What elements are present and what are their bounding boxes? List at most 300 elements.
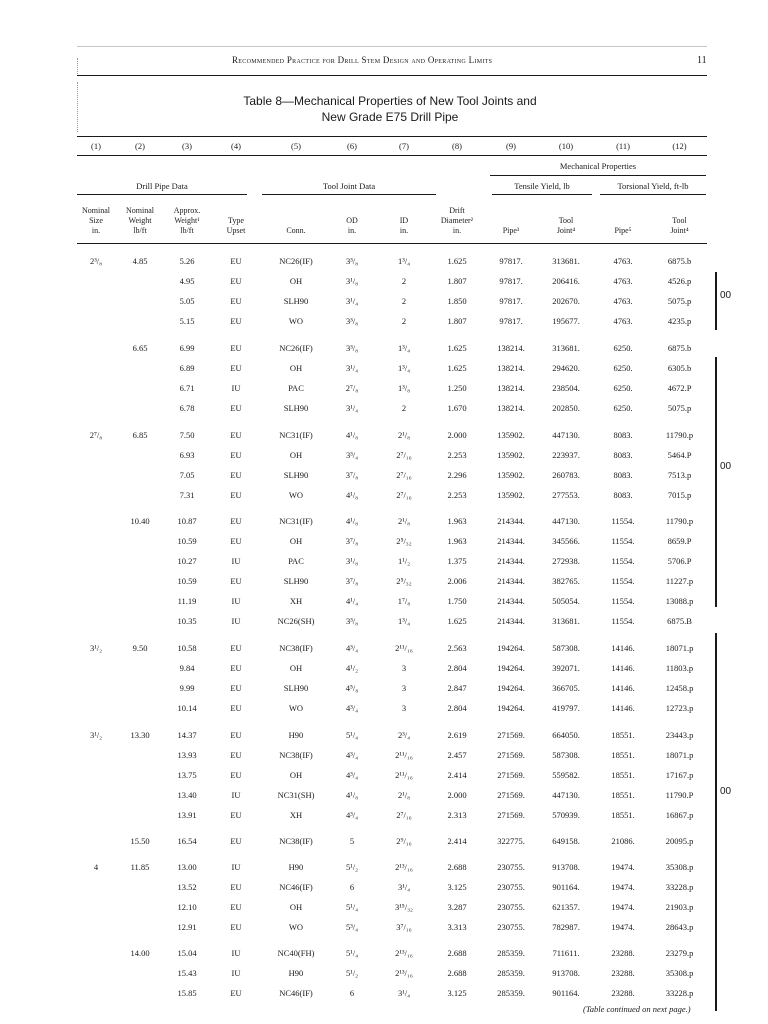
cell-drift-diameter: 2.253 (447, 450, 467, 460)
cell-nominal-weight: 10.40 (130, 516, 150, 526)
cell-approx-weight: 13.40 (177, 790, 197, 800)
cell-torsional-pipe: 11554. (611, 576, 635, 586)
cell-tensile-pipe: 214344. (497, 596, 525, 606)
cell-type-upset: EU (230, 450, 242, 460)
cell-conn: WO (288, 922, 304, 932)
cell-tensile-tool-joint: 901164. (552, 882, 580, 892)
cell-torsional-tool-joint: 8659.P (667, 536, 692, 546)
cell-conn: PAC (288, 383, 304, 393)
cell-od: 4¹/₈ (345, 516, 359, 526)
cell-tensile-pipe: 194264. (497, 643, 525, 653)
cell-torsional-tool-joint: 33228.p (665, 988, 694, 998)
column-number-3: (3) (182, 141, 192, 151)
cell-tensile-tool-joint: 382765. (552, 576, 580, 586)
cell-drift-diameter: 2.619 (447, 730, 467, 740)
cell-conn: NC46(IF) (279, 882, 313, 892)
cell-drift-diameter: 1.807 (447, 276, 467, 286)
cell-conn: OH (289, 363, 303, 373)
cell-tensile-pipe: 214344. (497, 576, 525, 586)
cell-type-upset: EU (230, 922, 242, 932)
cell-torsional-tool-joint: 5075.p (667, 403, 692, 413)
cell-tensile-tool-joint: 913708. (552, 862, 580, 872)
cell-nominal-weight: 4.85 (132, 256, 148, 266)
cell-nominal-weight: 11.85 (130, 862, 150, 872)
column-header-line: in. (91, 226, 101, 235)
cell-nominal-size: 3¹/₂ (89, 730, 103, 740)
cell-id: 2¹¹/₁₆ (395, 750, 413, 760)
cell-torsional-tool-joint: 4672.P (667, 383, 692, 393)
column-number-1: (1) (91, 141, 101, 151)
cell-od: 5¹/₂ (345, 862, 359, 872)
cell-approx-weight: 15.04 (177, 948, 197, 958)
column-number-8: (8) (452, 141, 462, 151)
cell-id: 2 (401, 403, 407, 413)
cell-tensile-pipe: 135902. (497, 430, 525, 440)
column-header-line: Pipe⁵ (614, 226, 632, 235)
cell-tensile-pipe: 138214. (497, 363, 525, 373)
cell-torsional-tool-joint: 5075.p (667, 296, 692, 306)
cell-id: 2⁹/₁₆ (396, 836, 412, 846)
cell-od: 4¹/₈ (345, 430, 359, 440)
cell-drift-diameter: 2.000 (447, 430, 467, 440)
cell-type-upset: EU (230, 316, 242, 326)
cell-tensile-pipe: 97817. (499, 296, 523, 306)
cell-drift-diameter: 3.125 (447, 882, 467, 892)
cell-torsional-pipe: 23288. (611, 968, 635, 978)
cell-torsional-tool-joint: 21903.p (665, 902, 694, 912)
cell-tensile-pipe: 135902. (497, 490, 525, 500)
cell-torsional-pipe: 14146. (611, 683, 635, 693)
cell-conn: XH (289, 596, 303, 606)
cell-id: 3¹⁵/₃₂ (394, 902, 414, 912)
cell-approx-weight: 6.78 (179, 403, 195, 413)
cell-drift-diameter: 2.457 (447, 750, 467, 760)
cell-approx-weight: 5.05 (179, 296, 195, 306)
cell-tensile-tool-joint: 313681. (552, 343, 580, 353)
cell-tensile-pipe: 194264. (497, 703, 525, 713)
group-tool-joint-data: Tool Joint Data (322, 181, 376, 191)
cell-type-upset: EU (230, 882, 242, 892)
cell-type-upset: EU (230, 836, 242, 846)
cell-tensile-pipe: 285359. (497, 948, 525, 958)
cell-torsional-tool-joint: 17167.p (665, 770, 694, 780)
cell-torsional-pipe: 8083. (613, 450, 633, 460)
cell-drift-diameter: 2.000 (447, 790, 467, 800)
cell-id: 2⁷/₁₆ (396, 450, 412, 460)
cell-type-upset: EU (230, 343, 242, 353)
cell-id: 3¹/₄ (397, 882, 411, 892)
cell-id: 1⁷/₈ (397, 596, 411, 606)
cell-torsional-tool-joint: 7015.p (667, 490, 692, 500)
column-header-line: lb/ft (133, 226, 147, 235)
cell-torsional-tool-joint: 35308.p (665, 968, 694, 978)
cell-tensile-tool-joint: 202850. (552, 403, 580, 413)
cell-approx-weight: 7.50 (179, 430, 195, 440)
cell-od: 5³/₄ (345, 922, 359, 932)
table-caption-line1: Table 8—Mechanical Properties of New Tool Joints and (243, 94, 537, 108)
cell-torsional-tool-joint: 20095.p (665, 836, 694, 846)
cell-nominal-weight: 6.65 (132, 343, 148, 353)
group-mechanical-properties: Mechanical Properties (559, 161, 637, 171)
cell-drift-diameter: 1.625 (447, 256, 467, 266)
cell-drift-diameter: 1.250 (447, 383, 467, 393)
cell-conn: OH (289, 770, 303, 780)
cell-type-upset: IU (231, 862, 241, 872)
column-header-line: Weight¹ (174, 216, 200, 225)
column-header-line: Conn. (286, 226, 306, 235)
cell-id: 2¹¹/₁₆ (395, 770, 413, 780)
cell-drift-diameter: 1.375 (447, 556, 467, 566)
cell-id: 2⁷/₁₆ (396, 490, 412, 500)
cell-approx-weight: 10.87 (177, 516, 197, 526)
cell-conn: NC38(IF) (279, 643, 313, 653)
column-header-line: Type (228, 216, 244, 225)
cell-torsional-pipe: 19474. (611, 902, 635, 912)
underline-torsional-yield (600, 194, 706, 195)
cell-drift-diameter: 1.750 (447, 596, 467, 606)
cell-tensile-tool-joint: 447130. (552, 790, 580, 800)
cell-torsional-tool-joint: 23279.p (665, 948, 694, 958)
column-header-line: Drift (449, 206, 465, 215)
cell-tensile-pipe: 285359. (497, 988, 525, 998)
cell-torsional-tool-joint: 5706.P (667, 556, 692, 566)
cell-approx-weight: 13.52 (177, 882, 197, 892)
cell-torsional-tool-joint: 6305.b (667, 363, 692, 373)
cell-type-upset: IU (231, 616, 241, 626)
column-header-torsional-pipe (600, 226, 646, 236)
cell-drift-diameter: 1.807 (447, 316, 467, 326)
cell-id: 2⁵/₃₂ (396, 536, 412, 546)
column-header-line: Size (89, 216, 103, 225)
cell-torsional-pipe: 19474. (611, 862, 635, 872)
change-bar-label: 00 (720, 290, 732, 301)
cell-torsional-tool-joint: 6875.b (667, 343, 692, 353)
cell-conn: H90 (288, 862, 304, 872)
cell-approx-weight: 10.35 (177, 616, 197, 626)
cell-tensile-tool-joint: 260783. (552, 470, 580, 480)
cell-od: 3¹/₄ (345, 363, 359, 373)
cell-type-upset: EU (230, 576, 242, 586)
cell-type-upset: EU (230, 363, 242, 373)
cell-tensile-pipe: 97817. (499, 316, 523, 326)
cell-drift-diameter: 2.253 (447, 490, 467, 500)
cell-torsional-tool-joint: 12458.p (665, 683, 694, 693)
cell-torsional-pipe: 6250. (613, 363, 633, 373)
cell-torsional-tool-joint: 13088.p (665, 596, 694, 606)
cell-torsional-pipe: 8083. (613, 490, 633, 500)
cell-od: 3³/₈ (345, 256, 359, 266)
cell-id: 1³/₄ (397, 363, 411, 373)
cell-type-upset: IU (231, 790, 241, 800)
table-continued-note: (Table continued on next page.) (583, 1004, 691, 1014)
column-header-line: OD (346, 216, 358, 225)
cell-id: 2⁷/₁₆ (396, 470, 412, 480)
cell-drift-diameter: 2.804 (447, 703, 467, 713)
cell-od: 2⁷/₈ (345, 383, 359, 393)
cell-conn: NC46(IF) (279, 988, 313, 998)
cell-conn: NC38(IF) (279, 750, 313, 760)
cell-type-upset: EU (230, 750, 242, 760)
table-caption-line2: New Grade E75 Drill Pipe (321, 110, 459, 124)
cell-type-upset: EU (230, 730, 242, 740)
cell-type-upset: IU (231, 383, 241, 393)
cell-torsional-tool-joint: 28643.p (665, 922, 694, 932)
cell-torsional-pipe: 21086. (611, 836, 635, 846)
column-number-6: (6) (347, 141, 357, 151)
cell-type-upset: EU (230, 643, 242, 653)
cell-conn: SLH90 (283, 576, 309, 586)
cell-drift-diameter: 1.963 (447, 516, 467, 526)
cell-conn: NC31(IF) (279, 516, 313, 526)
cell-type-upset: EU (230, 516, 242, 526)
cell-type-upset: IU (231, 596, 241, 606)
column-header-line: in. (347, 226, 357, 235)
cell-tensile-tool-joint: 223937. (552, 450, 580, 460)
cell-torsional-tool-joint: 11790.P (665, 790, 694, 800)
cell-approx-weight: 4.95 (179, 276, 195, 286)
column-header-line: Pipe³ (502, 226, 520, 235)
column-header-type-upset (215, 216, 257, 236)
cell-tensile-pipe: 271569. (497, 750, 525, 760)
column-number-7: (7) (399, 141, 409, 151)
cell-approx-weight: 15.43 (177, 968, 197, 978)
cell-id: 1³/₄ (397, 256, 411, 266)
cell-od: 5¹/₄ (345, 948, 359, 958)
cell-type-upset: EU (230, 663, 242, 673)
column-header-line: Tool (558, 216, 574, 225)
cell-id: 1³/₄ (397, 616, 411, 626)
cell-approx-weight: 10.59 (177, 536, 197, 546)
cell-nominal-weight: 6.85 (132, 430, 148, 440)
cell-id: 2¹³/₁₆ (395, 948, 413, 958)
column-header-tensile-pipe (490, 226, 532, 236)
cell-tensile-tool-joint: 366705. (552, 683, 580, 693)
group-torsional-yield: Torsional Yield, ft-lb (617, 181, 689, 191)
cell-torsional-pipe: 18551. (611, 730, 635, 740)
cell-tensile-pipe: 194264. (497, 683, 525, 693)
cell-torsional-pipe: 11554. (611, 556, 635, 566)
cell-tensile-pipe: 230755. (497, 862, 525, 872)
cell-conn: NC26(SH) (277, 616, 315, 626)
cell-od: 3¹/₄ (345, 296, 359, 306)
cell-od: 4¹/₈ (345, 790, 359, 800)
column-header-line: Diameter² (440, 216, 474, 225)
cell-id: 3 (401, 703, 407, 713)
cell-conn: H90 (288, 730, 304, 740)
cell-torsional-tool-joint: 4235.p (667, 316, 692, 326)
cell-od: 6 (349, 882, 355, 892)
cell-torsional-pipe: 8083. (613, 430, 633, 440)
margin-marks (77, 58, 78, 74)
cell-torsional-pipe: 14146. (611, 703, 635, 713)
column-number-rule (77, 155, 707, 156)
cell-nominal-size: 4 (93, 862, 99, 872)
cell-conn: H90 (288, 968, 304, 978)
column-header-line: Tool (672, 216, 687, 225)
cell-tensile-tool-joint: 272938. (552, 556, 580, 566)
cell-conn: OH (289, 450, 303, 460)
cell-approx-weight: 6.93 (179, 450, 195, 460)
cell-tensile-pipe: 285359. (497, 968, 525, 978)
cell-nominal-weight: 15.50 (130, 836, 150, 846)
cell-torsional-pipe: 18551. (611, 810, 635, 820)
cell-id: 3 (401, 663, 407, 673)
cell-od: 5 (349, 836, 355, 846)
cell-torsional-tool-joint: 12723.p (665, 703, 694, 713)
cell-tensile-tool-joint: 559582. (552, 770, 580, 780)
cell-tensile-tool-joint: 587308. (552, 750, 580, 760)
cell-tensile-pipe: 214344. (497, 556, 525, 566)
cell-id: 1³/₄ (397, 343, 411, 353)
cell-conn: NC26(IF) (279, 343, 313, 353)
change-bar (715, 272, 717, 330)
cell-torsional-tool-joint: 6875.B (667, 616, 692, 626)
cell-tensile-tool-joint: 570939. (552, 810, 580, 820)
cell-type-upset: IU (231, 968, 241, 978)
cell-nominal-weight: 9.50 (132, 643, 148, 653)
cell-approx-weight: 15.85 (177, 988, 197, 998)
cell-approx-weight: 13.75 (177, 770, 197, 780)
cell-nominal-size: 2⁷/₈ (89, 430, 103, 440)
cell-type-upset: EU (230, 256, 242, 266)
page-number: 11 (697, 55, 707, 66)
cell-torsional-pipe: 11554. (611, 536, 635, 546)
column-number-4: (4) (231, 141, 241, 151)
cell-tensile-pipe: 135902. (497, 470, 525, 480)
cell-tensile-pipe: 138214. (497, 383, 525, 393)
cell-tensile-pipe: 271569. (497, 770, 525, 780)
column-header-line: Weight (128, 216, 152, 225)
column-number-11: (11) (616, 141, 630, 151)
cell-approx-weight: 13.91 (177, 810, 197, 820)
cell-tensile-tool-joint: 782987. (552, 922, 580, 932)
cell-approx-weight: 10.27 (177, 556, 197, 566)
cell-tensile-tool-joint: 505054. (552, 596, 580, 606)
cell-torsional-tool-joint: 35308.p (665, 862, 694, 872)
cell-approx-weight: 6.99 (179, 343, 195, 353)
cell-torsional-tool-joint: 18071.p (665, 750, 694, 760)
cell-tensile-tool-joint: 901164. (552, 988, 580, 998)
cell-id: 2 (401, 316, 407, 326)
cell-tensile-pipe: 194264. (497, 663, 525, 673)
cell-od: 3³/₄ (345, 450, 359, 460)
cell-conn: SLH90 (283, 296, 309, 306)
change-bar (715, 357, 717, 607)
cell-drift-diameter: 2.414 (447, 836, 467, 846)
column-number-5: (5) (291, 141, 301, 151)
cell-approx-weight: 10.58 (177, 643, 197, 653)
cell-nominal-weight: 14.00 (130, 948, 150, 958)
group-tensile-yield: Tensile Yield, lb (514, 181, 570, 191)
cell-torsional-tool-joint: 7513.p (667, 470, 692, 480)
change-bar-label: 00 (720, 461, 732, 472)
column-header-approx-weight (166, 206, 208, 236)
cell-drift-diameter: 2.804 (447, 663, 467, 673)
cell-torsional-tool-joint: 5464.P (667, 450, 692, 460)
underline-mechanical-properties (490, 175, 706, 176)
cell-drift-diameter: 2.006 (447, 576, 467, 586)
cell-torsional-pipe: 6250. (613, 343, 633, 353)
cell-type-upset: IU (231, 556, 241, 566)
cell-id: 2¹/₈ (397, 790, 411, 800)
cell-type-upset: IU (231, 948, 241, 958)
cell-approx-weight: 5.15 (179, 316, 195, 326)
cell-tensile-pipe: 214344. (497, 616, 525, 626)
cell-tensile-tool-joint: 649158. (552, 836, 580, 846)
cell-tensile-tool-joint: 206416. (552, 276, 580, 286)
cell-od: 3¹/₈ (345, 276, 359, 286)
cell-conn: OH (289, 902, 303, 912)
cell-od: 3³/₈ (345, 316, 359, 326)
cell-nominal-size: 3¹/₂ (89, 643, 103, 653)
cell-conn: WO (288, 316, 304, 326)
cell-torsional-pipe: 18551. (611, 770, 635, 780)
cell-torsional-pipe: 18551. (611, 790, 635, 800)
cell-drift-diameter: 1.625 (447, 363, 467, 373)
cell-torsional-tool-joint: 4526.p (667, 276, 692, 286)
cell-tensile-tool-joint: 277553. (552, 490, 580, 500)
cell-drift-diameter: 2.847 (447, 683, 467, 693)
cell-tensile-tool-joint: 711611. (552, 948, 580, 958)
cell-od: 4³/₄ (345, 770, 359, 780)
header-top-hairline (77, 46, 707, 47)
cell-od: 3⁷/₈ (345, 470, 359, 480)
cell-type-upset: EU (230, 276, 242, 286)
cell-id: 2¹/₈ (397, 430, 411, 440)
cell-torsional-tool-joint: 11803.p (665, 663, 694, 673)
underline-drill-pipe-data (77, 194, 247, 195)
cell-id: 3¹/₄ (397, 988, 411, 998)
cell-torsional-tool-joint: 33228.p (665, 882, 694, 892)
column-header-drift-diameter (433, 206, 481, 236)
cell-tensile-pipe: 230755. (497, 902, 525, 912)
cell-od: 4¹/₂ (345, 663, 359, 673)
cell-type-upset: EU (230, 430, 242, 440)
column-header-line: Nominal (82, 206, 110, 215)
cell-torsional-pipe: 19474. (611, 922, 635, 932)
cell-nominal-weight: 13.30 (130, 730, 150, 740)
cell-id: 2¹/₈ (397, 516, 411, 526)
cell-torsional-pipe: 6250. (613, 383, 633, 393)
cell-id: 1³/₈ (397, 383, 411, 393)
cell-id: 3 (401, 683, 407, 693)
cell-od: 3⁷/₈ (345, 536, 359, 546)
cell-conn: PAC (288, 556, 304, 566)
cell-approx-weight: 9.99 (179, 683, 195, 693)
cell-tensile-pipe: 97817. (499, 256, 523, 266)
cell-tensile-tool-joint: 238504. (552, 383, 580, 393)
cell-od: 5¹/₂ (345, 968, 359, 978)
cell-tensile-tool-joint: 664050. (552, 730, 580, 740)
cell-tensile-pipe: 135902. (497, 450, 525, 460)
cell-approx-weight: 6.71 (179, 383, 195, 393)
cell-tensile-pipe: 214344. (497, 536, 525, 546)
cell-conn: NC38(IF) (279, 836, 313, 846)
column-header-line: in. (399, 226, 409, 235)
cell-tensile-tool-joint: 313681. (552, 616, 580, 626)
cell-tensile-pipe: 214344. (497, 516, 525, 526)
cell-torsional-pipe: 4763. (613, 276, 633, 286)
cell-torsional-pipe: 6250. (613, 403, 633, 413)
cell-tensile-tool-joint: 447130. (552, 516, 580, 526)
cell-torsional-pipe: 4763. (613, 316, 633, 326)
cell-od: 4⁵/₈ (345, 683, 359, 693)
column-header-line: in. (452, 226, 462, 235)
cell-tensile-pipe: 138214. (497, 403, 525, 413)
cell-tensile-tool-joint: 419797. (552, 703, 580, 713)
cell-id: 2 (401, 296, 407, 306)
cell-od: 3³/₈ (345, 616, 359, 626)
